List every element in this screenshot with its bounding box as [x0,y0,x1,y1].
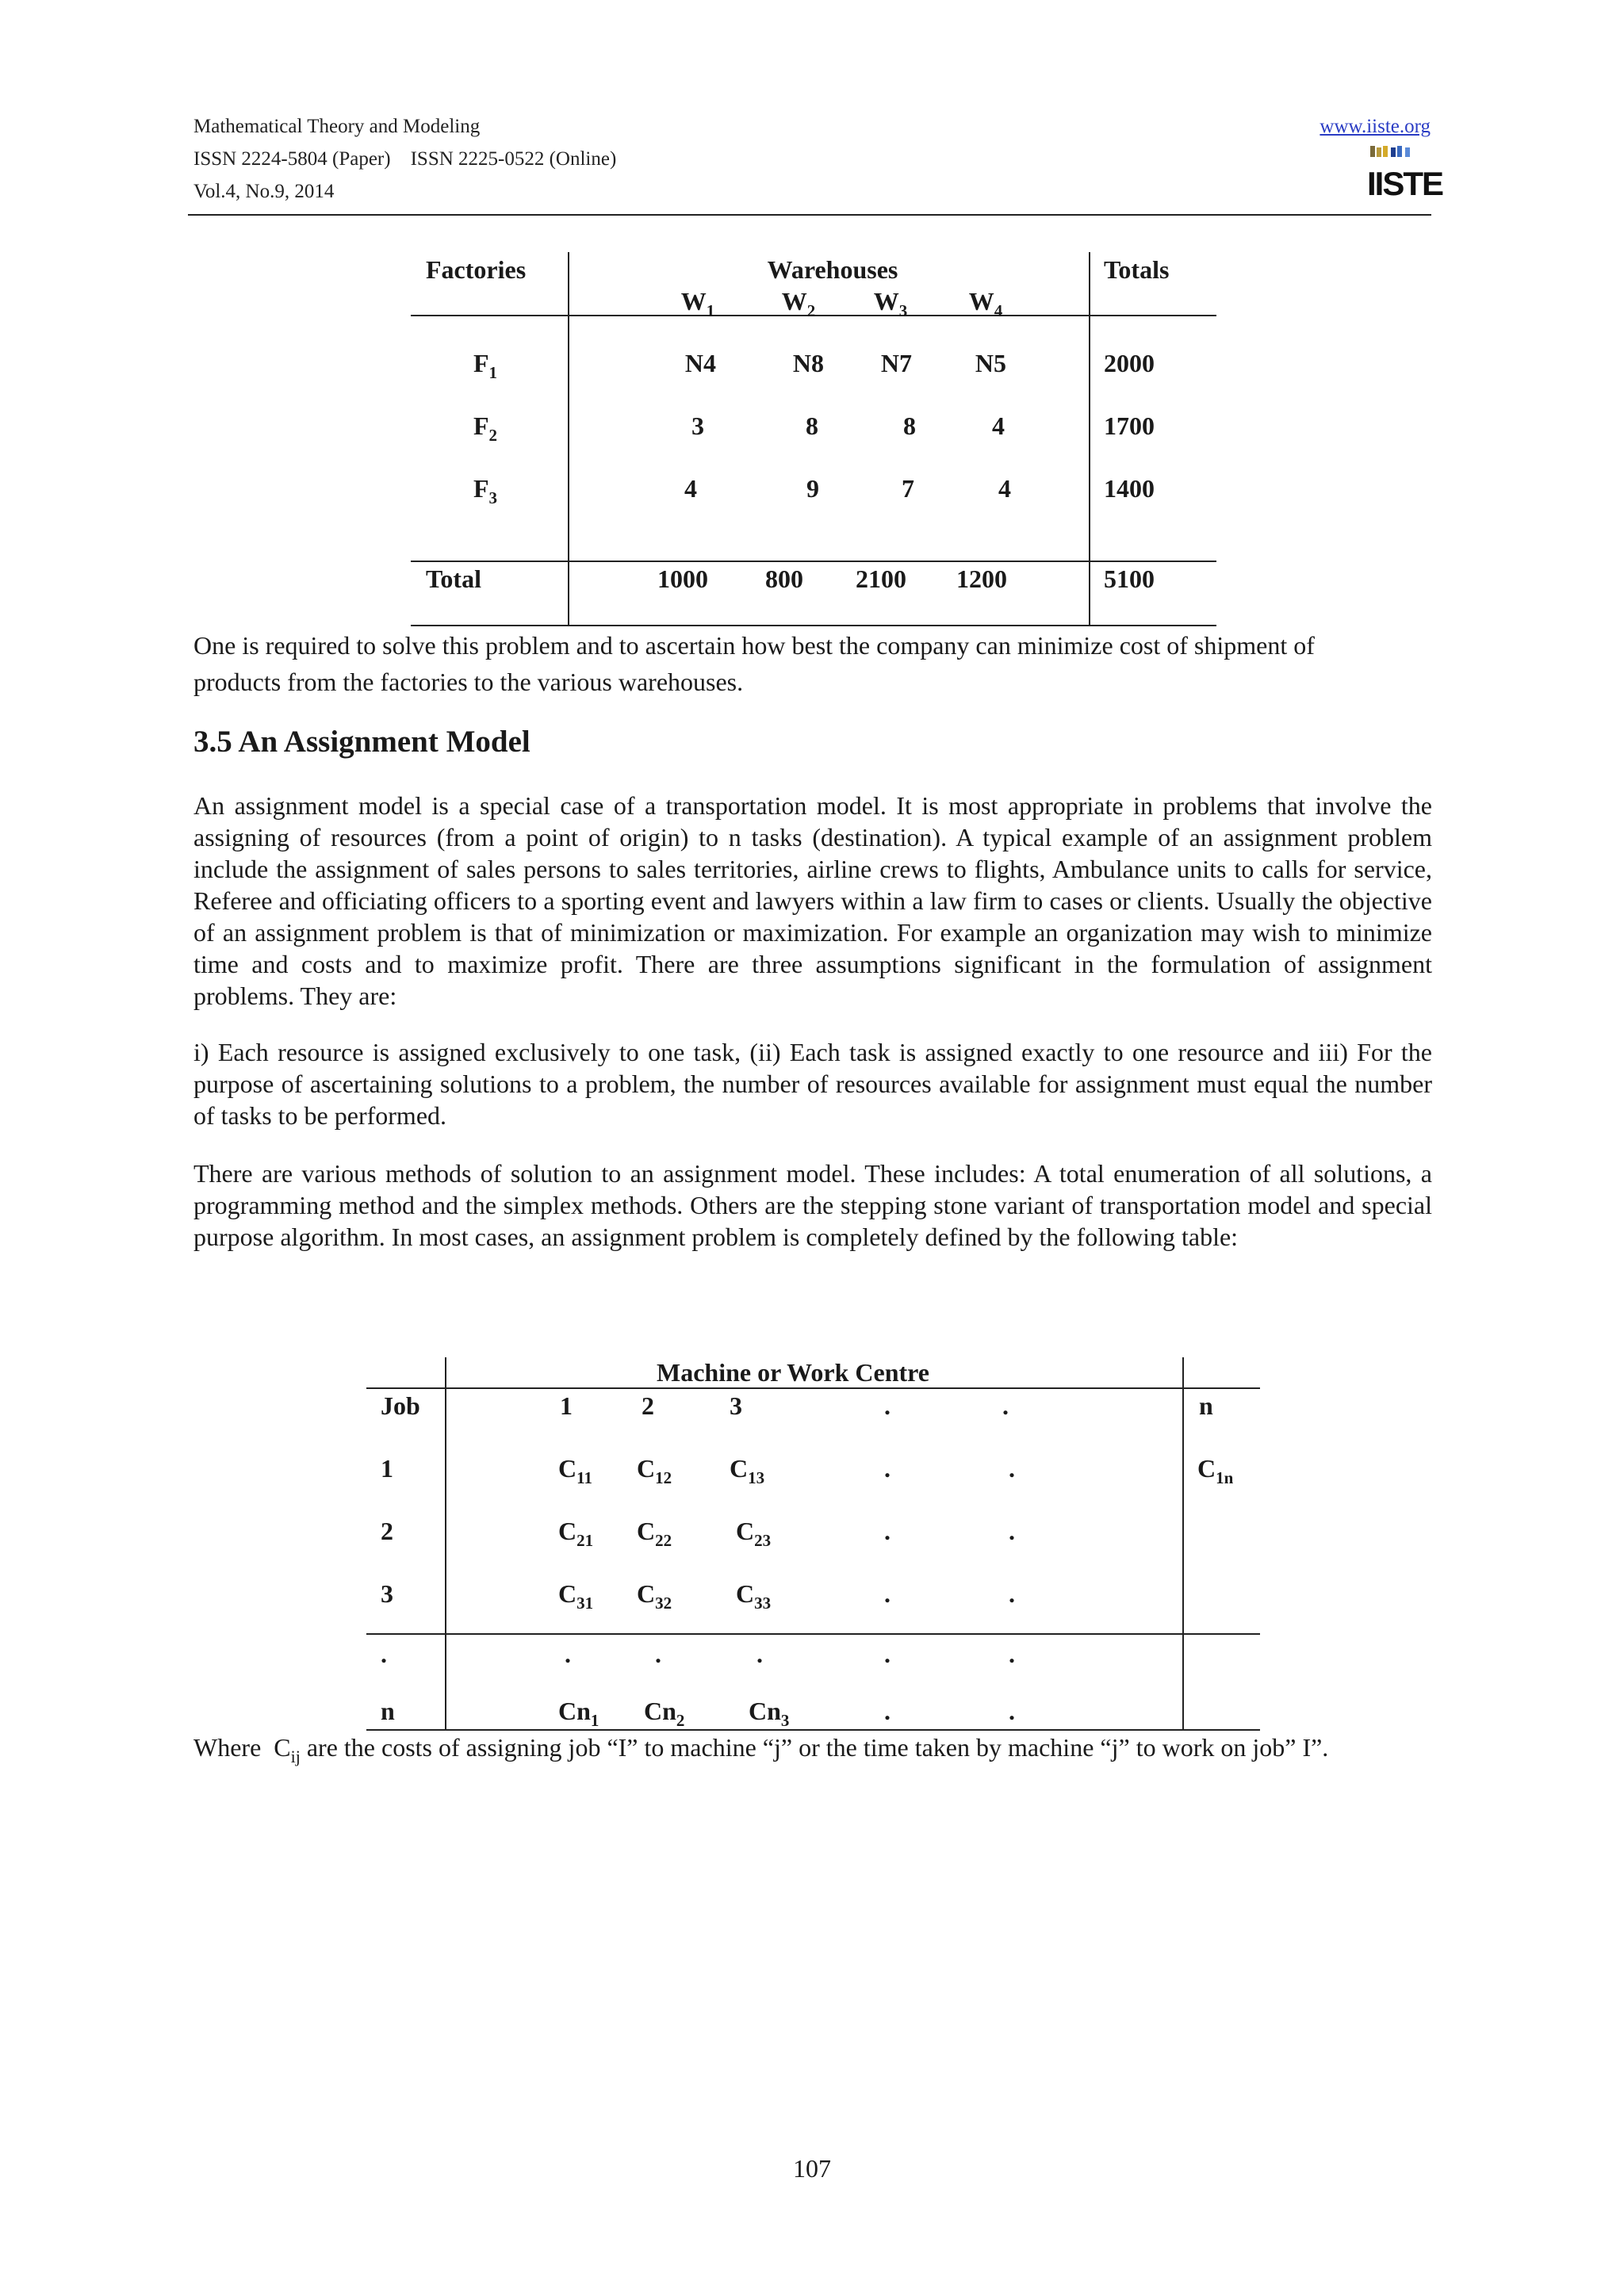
cost-c31: $C_{31}$ [558,1579,594,1613]
table2-dot: . [884,1454,891,1483]
table2-dot: . [381,1640,387,1668]
table2-dot: . [1009,1579,1015,1608]
total-f1: 2000 [1104,349,1155,377]
table2-hline-bottom [366,1729,1260,1731]
warehouse-w4: $W_4$ [968,287,1003,320]
factory-f2: $F_2$ [473,411,498,445]
cell-f2-w1: 3 [691,411,704,440]
table2-dot: . [884,1640,891,1668]
table2-col-1: 1 [560,1391,573,1420]
table1-total-label: Total [426,564,481,593]
cost-c32: $C_{32}$ [637,1579,672,1613]
table2-job-1: 1 [381,1454,393,1483]
section-heading: 3.5 An Assignment Model [193,725,530,759]
warehouse-w1: $W_1$ [680,287,715,320]
factory-f3: $F_3$ [473,474,498,507]
cost-cn2: $Cn_2$ [644,1697,685,1730]
table2-dot: . [756,1640,763,1668]
table2-hline-header [366,1387,1260,1389]
cell-f3-w3: 7 [902,474,914,503]
cell-f1-w1: N4 [684,349,716,377]
paragraph-intro-line2: products from the factories to the various warehouses. [193,668,744,696]
table2-col-dot2: . [1002,1391,1009,1420]
cell-f1-w2: N8 [792,349,824,377]
paragraph-assignment-definition: An assignment model is a special case of a transportation model. It is most appropriate in problems that involve the assigning of resources (from a point of origin) to n tasks (destination). A typical example of an assignment problem include the assignment of sales persons to sales territories, airline crews to flights, Ambulance units to calls for service, Referee and officiating officers to a sporting event and lawyers within a law firm to cases or clients. Usually the objective of an assignment problem is that of minimization or maximization. For example an organization may wish to minimize time and costs and to maximize profit. There are three assumptions significant in the formulation of assignment problems. They are: [193,791,1432,1010]
table1-hline-total [411,561,1216,562]
cell-f1-w4: N5 [975,349,1006,377]
table1-vline-left [568,252,569,625]
cost-c21: $C_{21}$ [558,1517,594,1550]
cost-c12: $C_{12}$ [637,1454,672,1487]
cell-f3-w1: 4 [684,474,697,503]
cell-f3-w4: 4 [998,474,1011,503]
volume: Vol.4, No.9, 2014 [193,181,335,202]
page-number: 107 [793,2154,831,2183]
table2-dot: . [1009,1517,1015,1545]
table2-dot: . [655,1640,661,1668]
cost-cn3: $Cn_3$ [749,1697,790,1730]
paragraph-methods: There are various methods of solution to an assignment model. These includes: A total enumeration of all solutions, a programming method and the simplex methods. Others are the stepping stone variant of transportation model and special purpose algorithm. In most cases, an assignment problem is completely defined by the following table: [193,1159,1432,1251]
cost-c23: $C_{23}$ [736,1517,772,1550]
table2-dot: . [1009,1640,1015,1668]
table2-dot: . [1009,1454,1015,1483]
journal-title: Mathematical Theory and Modeling [193,116,481,137]
total-w3: 2100 [856,564,906,593]
table2-col-dot1: . [884,1391,891,1420]
table2-dot: . [1009,1697,1015,1725]
table2-vline-right [1182,1357,1184,1730]
table2-col-n: n [1199,1391,1213,1420]
cell-f1-w3: N7 [880,349,912,377]
cell-f2-w2: 8 [806,411,818,440]
warehouse-w2: $W_2$ [781,287,816,320]
table2-dot: . [884,1697,891,1725]
table2-dot: . [565,1640,571,1668]
table2-dot: . [884,1517,891,1545]
table1-col-warehouses: Warehouses [767,255,898,284]
table1-col-factories: Factories [426,255,527,284]
iiste-logo-text: IISTE [1367,165,1443,202]
table2-job-2: 2 [381,1517,393,1545]
cell-f2-w4: 4 [992,411,1005,440]
where-caption: Where $C_{ij}$ are the costs of assigning job “I” to machine “j” or the time taken by machine “j” to work on job” I”. [193,1733,1329,1766]
cost-c1n: $C_{1n}$ [1197,1454,1234,1487]
cost-cn1: $Cn_1$ [558,1697,599,1730]
table2-col-3: 3 [730,1391,742,1420]
paragraph-assumptions: i) Each resource is assigned exclusively to one task, (ii) Each task is assigned exactly to one resource and iii) For the purpose of ascertaining solutions to a problem, the number of resources available for assignment must equal the number of tasks to be performed. [193,1038,1432,1130]
cost-c33: $C_{33}$ [736,1579,772,1613]
table2-job-label: Job [381,1391,420,1420]
total-f2: 1700 [1104,411,1155,440]
table1-hline-bottom [411,625,1216,626]
grand-total: 5100 [1104,564,1155,593]
cost-c13: $C_{13}$ [730,1454,765,1487]
cost-c22: $C_{22}$ [637,1517,672,1550]
warehouse-w3: $W_3$ [873,287,908,320]
issn: ISSN 2224-5804 (Paper) ISSN 2225-0522 (Online) [193,148,617,170]
paragraph-intro-line1: One is required to solve this problem and to ascertain how best the company can minimize cost of shipment of [193,631,1315,660]
total-w4: 1200 [956,564,1007,593]
table2-col-2: 2 [642,1391,654,1420]
table1-vline-right [1089,252,1090,625]
table2-job-n: n [381,1697,395,1725]
table2-dot: . [884,1579,891,1608]
cell-f2-w3: 8 [903,411,916,440]
factory-f1: $F_1$ [473,349,498,382]
table2-vline-left [445,1357,446,1730]
table2-hline-mid [366,1633,1260,1635]
total-w2: 800 [765,564,803,593]
table1-col-totals: Totals [1104,255,1170,284]
total-w1: 1000 [657,564,708,593]
cost-c11: $C_{11}$ [558,1454,592,1487]
header-rule [188,214,1431,216]
table2-title: Machine or Work Centre [657,1358,929,1387]
website-link[interactable]: www.iiste.org [1320,116,1431,137]
cell-f3-w2: 9 [806,474,819,503]
table2-job-3: 3 [381,1579,393,1608]
total-f3: 1400 [1104,474,1155,503]
